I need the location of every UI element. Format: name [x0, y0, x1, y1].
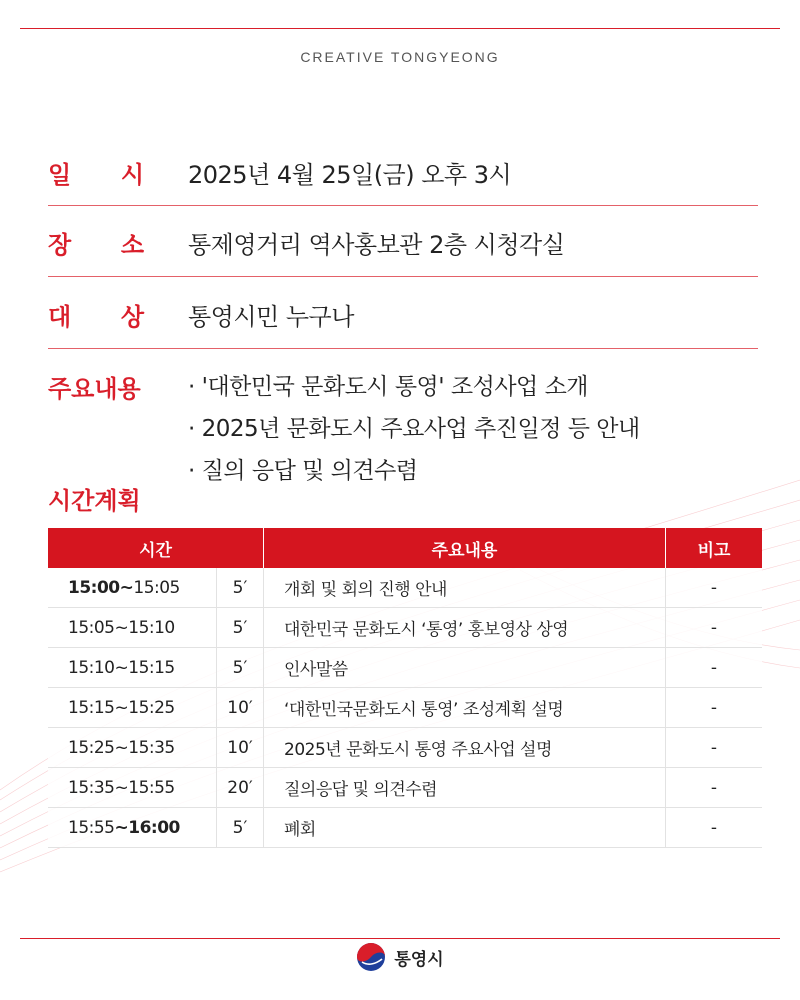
time-cell: 15:15~15:25	[48, 688, 217, 728]
table-row	[48, 768, 762, 808]
table-row	[48, 808, 762, 848]
note-cell: -	[666, 688, 763, 728]
info-value-audience: 통영시민 누구나	[188, 302, 354, 331]
time-cell: 15:10~15:15	[48, 648, 217, 688]
brand-tagline: CREATIVE TONGYEONG	[300, 49, 500, 65]
duration-cell: 5′	[217, 808, 264, 848]
header-time: 시간	[48, 528, 264, 568]
info-label-audience: 대 상	[48, 302, 144, 331]
note-cell: -	[666, 608, 763, 648]
content-item: · 2025년 문화도시 주요사업 추진일정 등 안내	[188, 408, 640, 450]
content-cell: 폐회	[264, 808, 666, 848]
table-row	[48, 608, 762, 648]
top-rule	[20, 28, 780, 29]
schedule-title: 시간계획	[48, 487, 141, 515]
info-row-audience	[48, 294, 758, 334]
time-cell: 15:00~15:05	[48, 568, 217, 608]
duration-cell: 5′	[217, 568, 264, 608]
info-label-datetime: 일 시	[48, 160, 144, 189]
table-row	[48, 568, 762, 608]
info-row-datetime	[48, 152, 758, 192]
content-cell: 개회 및 회의 진행 안내	[264, 568, 666, 608]
info-row-venue	[48, 222, 758, 262]
note-cell: -	[666, 568, 763, 608]
time-cell: 15:55~16:00	[48, 808, 217, 848]
divider	[48, 276, 758, 277]
content-cell: ‘대한민국문화도시 통영’ 조성계획 설명	[264, 688, 666, 728]
table-row	[48, 688, 762, 728]
info-value-venue: 통제영거리 역사홍보관 2층 시청각실	[188, 230, 565, 259]
info-value-datetime: 2025년 4월 25일(금) 오후 3시	[188, 160, 512, 189]
logo-text: 통영시	[394, 949, 444, 970]
duration-cell: 10′	[217, 688, 264, 728]
content-cell: 인사말씀	[264, 648, 666, 688]
duration-cell: 5′	[217, 648, 264, 688]
note-cell: -	[666, 808, 763, 848]
city-logo	[0, 942, 800, 972]
duration-cell: 5′	[217, 608, 264, 648]
content-cell: 질의응답 및 의견수렴	[264, 768, 666, 808]
schedule-header-row	[48, 528, 762, 568]
content-cell: 2025년 문화도시 통영 주요사업 설명	[264, 728, 666, 768]
duration-cell: 10′	[217, 728, 264, 768]
content-item: · 질의 응답 및 의견수렴	[188, 450, 640, 492]
table-row	[48, 728, 762, 768]
note-cell: -	[666, 728, 763, 768]
time-cell: 15:35~15:55	[48, 768, 217, 808]
header-content: 주요내용	[264, 528, 666, 568]
content-list	[188, 366, 640, 492]
duration-cell: 20′	[217, 768, 264, 808]
divider	[48, 348, 758, 349]
time-cell: 15:05~15:10	[48, 608, 217, 648]
tongyeong-emblem-icon	[356, 942, 386, 972]
divider	[48, 205, 758, 206]
content-cell: 대한민국 문화도시 ‘통영’ 홍보영상 상영	[264, 608, 666, 648]
time-cell: 15:25~15:35	[48, 728, 217, 768]
schedule-table	[48, 528, 762, 848]
note-cell: -	[666, 768, 763, 808]
header-note: 비고	[666, 528, 763, 568]
info-label-venue: 장 소	[48, 230, 144, 259]
bottom-rule	[20, 938, 780, 939]
info-label-content: 주요내용	[48, 374, 141, 403]
table-row	[48, 648, 762, 688]
note-cell: -	[666, 648, 763, 688]
content-item: · '대한민국 문화도시 통영' 조성사업 소개	[188, 366, 640, 408]
